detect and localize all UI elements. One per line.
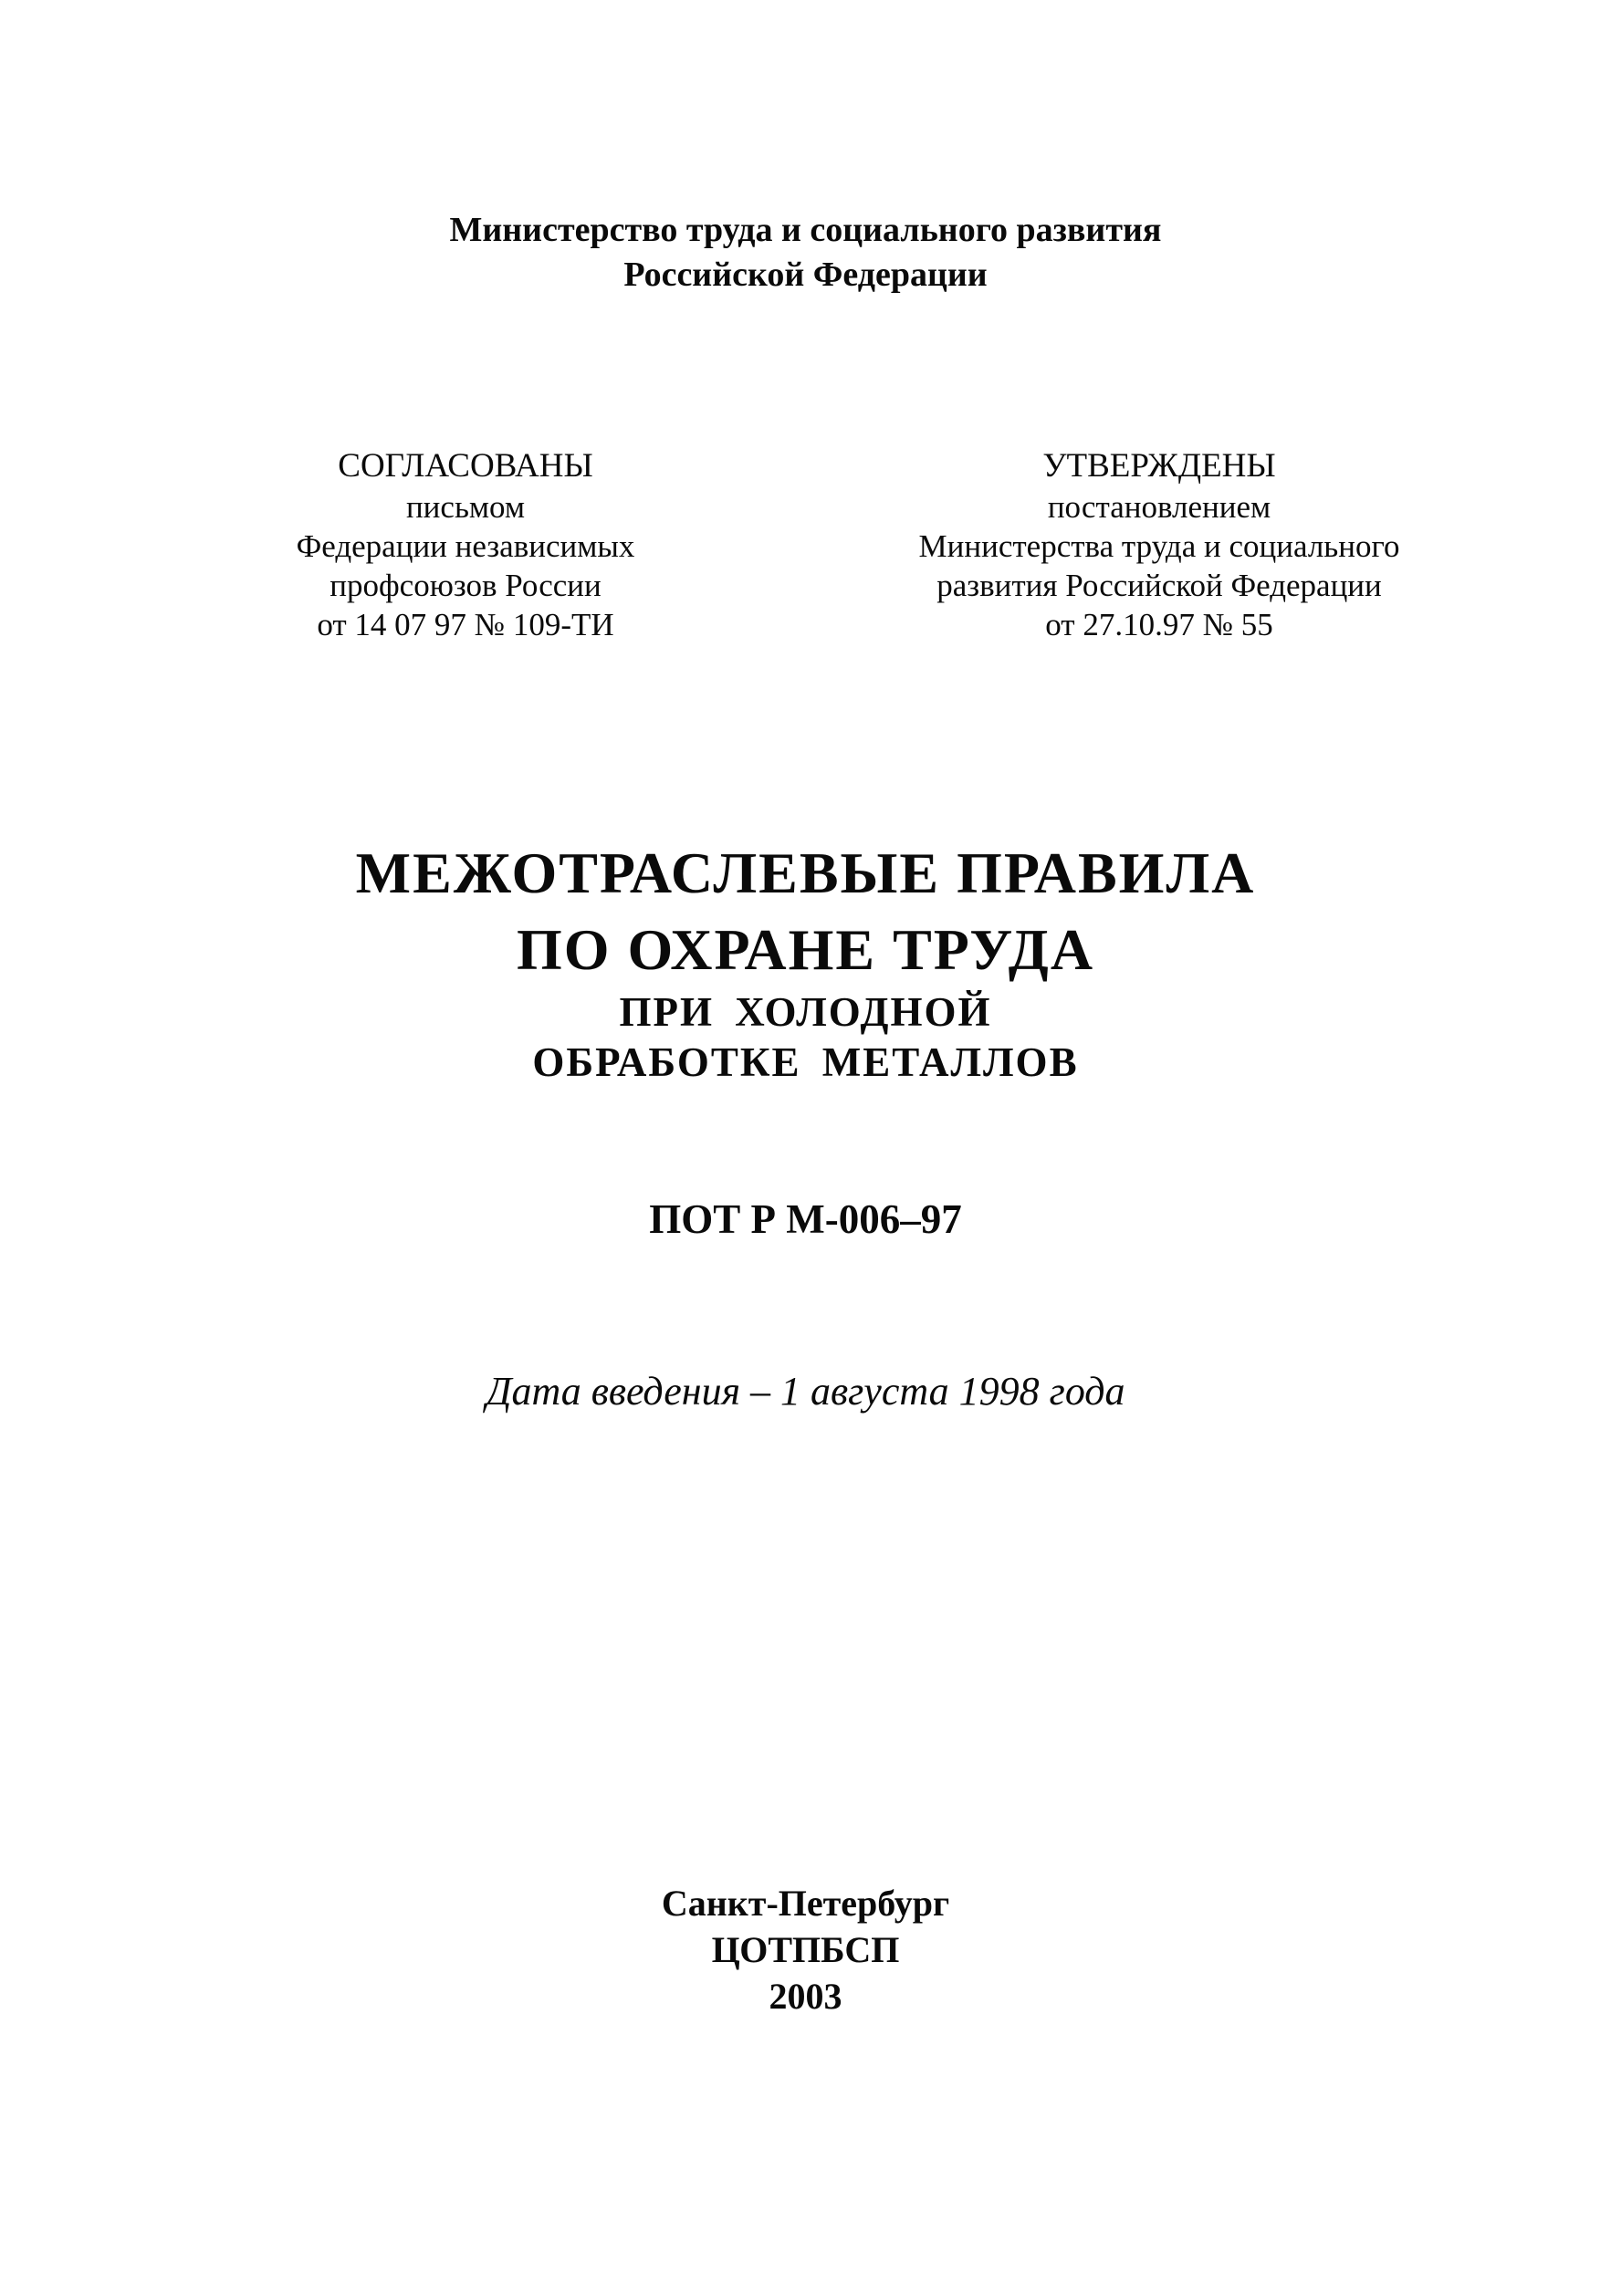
document-code: ПОТ Р М-006–97 [649,1196,962,1242]
document-title [0,835,1611,988]
title-line-2: ПО ОХРАНЕ ТРУДА [516,917,1095,982]
agreed-line-2: Федерации независимых [296,528,635,564]
introduction-date: Дата введения – 1 августа 1998 года [486,1369,1125,1414]
agreed-title: СОГЛАСОВАНЫ [338,447,593,485]
imprint [0,1880,1611,2019]
approved-block [840,445,1479,644]
approved-line-4: от 27.10.97 № 55 [1045,607,1273,642]
document-subtitle [0,987,1611,1088]
ministry-line-1: Министерство труда и социального развития [449,211,1162,249]
agreed-block [237,445,694,644]
approved-title: УТВЕРЖДЕНЫ [1042,447,1276,485]
agreed-line-3: профсоюзов России [330,568,602,603]
imprint-publisher: ЦОТПБСП [711,1929,900,1970]
ministry-header [0,208,1611,297]
title-line-4: ОБРАБОТКЕ МЕТАЛЛОВ [532,1039,1079,1085]
imprint-year: 2003 [769,1976,842,2017]
approved-line-2: Министерства труда и социального [918,528,1400,564]
title-line-1: МЕЖОТРАСЛЕВЫЕ ПРАВИЛА [355,840,1256,905]
imprint-city: Санкт-Петербург [661,1883,950,1924]
approved-line-3: развития Российской Федерации [936,568,1382,603]
approved-line-1: постановлением [1047,489,1271,525]
agreed-line-4: от 14 07 97 № 109-ТИ [317,607,614,642]
ministry-line-2: Российской Федерации [623,256,988,294]
title-line-3: ПРИ ХОЛОДНОЙ [619,989,992,1035]
agreed-line-1: письмом [405,489,526,525]
